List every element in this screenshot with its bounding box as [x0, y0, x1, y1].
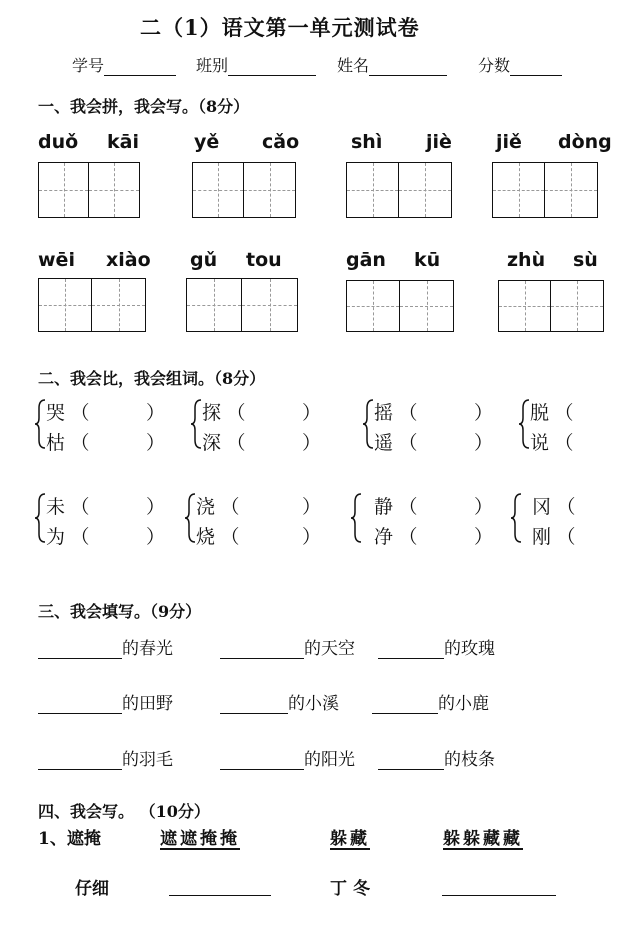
brace-icon	[350, 492, 362, 544]
compare-char: 浇	[196, 495, 216, 518]
fill-item[interactable]: 的阳光	[220, 745, 355, 770]
compare-char: 为	[46, 525, 66, 548]
compare-char: 刚	[532, 525, 552, 548]
answer-blank[interactable]	[442, 880, 556, 896]
example-word: 1、遮掩	[38, 829, 101, 849]
student-id-field[interactable]	[72, 53, 176, 76]
compare-char: 说	[530, 431, 550, 454]
pinyin-label: cǎo	[262, 131, 300, 153]
brace-icon	[518, 398, 530, 450]
fill-item[interactable]: 的春光	[38, 634, 173, 659]
writing-grid[interactable]	[498, 280, 604, 332]
score-field[interactable]	[478, 53, 562, 76]
word-prompt: 仔细	[75, 879, 109, 899]
writing-grid[interactable]	[192, 162, 296, 218]
fill-item[interactable]: 的羽毛	[38, 745, 173, 770]
char-compare-group	[510, 492, 640, 548]
char-compare-group	[518, 398, 640, 454]
compare-row[interactable]: 探 （ ）	[202, 398, 318, 424]
fill-item[interactable]: 的田野	[38, 689, 173, 714]
section2-heading: 二、我会比，我会组词。（8分）	[38, 369, 266, 388]
example-word2: 躲藏	[330, 829, 370, 849]
compare-row[interactable]: 刚 （	[532, 522, 576, 548]
writing-grid[interactable]	[38, 278, 146, 332]
class-field[interactable]	[196, 53, 316, 76]
char-compare-group	[350, 492, 500, 548]
pinyin-label: kū	[414, 249, 441, 271]
compare-row[interactable]: 枯 （ ）	[46, 428, 162, 454]
compare-char: 摇	[374, 401, 394, 424]
compare-char: 静	[374, 495, 394, 518]
student-id-label: 学号	[72, 56, 105, 75]
compare-row[interactable]: 烧 （ ）	[196, 522, 318, 548]
pinyin-label: kāi	[107, 131, 139, 153]
name-blank[interactable]	[369, 58, 447, 76]
compare-char: 未	[46, 495, 66, 518]
fill-item[interactable]: 的玫瑰	[378, 634, 495, 659]
name-field[interactable]	[337, 53, 447, 76]
section4-heading: 四、我会写。 （10分）	[38, 802, 210, 821]
pinyin-label: dòng	[558, 131, 612, 153]
score-blank[interactable]	[510, 58, 562, 76]
pinyin-label: tou	[246, 249, 282, 271]
score-label: 分数	[478, 56, 511, 75]
name-label: 姓名	[337, 56, 370, 75]
compare-char: 枯	[46, 431, 66, 454]
student-id-blank[interactable]	[104, 58, 176, 76]
compare-row[interactable]: 脱 （	[530, 398, 574, 424]
pinyin-label: wēi	[38, 249, 75, 271]
char-compare-group	[34, 398, 174, 454]
compare-row[interactable]: 冈 （	[532, 492, 576, 518]
writing-grid[interactable]	[186, 278, 298, 332]
class-blank[interactable]	[228, 58, 316, 76]
compare-char: 脱	[530, 401, 550, 424]
pinyin-label: xiào	[106, 249, 151, 271]
pinyin-label: jiě	[496, 131, 522, 153]
compare-char: 净	[374, 525, 394, 548]
compare-char: 烧	[196, 525, 216, 548]
compare-row[interactable]: 为 （ ）	[46, 522, 162, 548]
compare-row[interactable]: 静 （ ）	[374, 492, 490, 518]
class-label: 班别	[196, 56, 229, 75]
compare-row[interactable]: 深 （ ）	[202, 428, 318, 454]
writing-grid[interactable]	[346, 280, 454, 332]
brace-icon	[34, 398, 46, 450]
brace-icon	[190, 398, 202, 450]
char-compare-group	[34, 492, 174, 548]
compare-char: 探	[202, 401, 222, 424]
writing-grid[interactable]	[492, 162, 598, 218]
brace-icon	[34, 492, 46, 544]
answer-blank[interactable]	[169, 880, 271, 896]
compare-row[interactable]: 浇 （ ）	[196, 492, 318, 518]
fill-item[interactable]: 的小鹿	[372, 689, 489, 714]
example-answer2: 躲躲藏藏	[443, 829, 523, 849]
compare-row[interactable]: 摇 （ ）	[374, 398, 490, 424]
section1-heading: 一、我会拼，我会写。（8分）	[38, 97, 250, 116]
compare-char: 深	[202, 431, 222, 454]
char-compare-group	[190, 398, 330, 454]
pinyin-label: gān	[346, 249, 386, 271]
compare-row[interactable]: 未 （ ）	[46, 492, 162, 518]
compare-char: 哭	[46, 401, 66, 424]
pinyin-label: jiè	[426, 131, 452, 153]
compare-row[interactable]: 哭 （ ）	[46, 398, 162, 424]
fill-item[interactable]: 的枝条	[378, 745, 495, 770]
writing-grid[interactable]	[346, 162, 452, 218]
compare-char: 遥	[374, 431, 394, 454]
char-compare-group	[362, 398, 502, 454]
compare-char: 冈	[532, 495, 552, 518]
brace-icon	[510, 492, 522, 544]
pinyin-label: duǒ	[38, 131, 79, 153]
compare-row[interactable]: 遥 （ ）	[374, 428, 490, 454]
pinyin-label: zhù	[507, 249, 546, 271]
pinyin-label: shì	[351, 131, 383, 153]
writing-grid[interactable]	[38, 162, 140, 218]
fill-item[interactable]: 的天空	[220, 634, 355, 659]
char-compare-group	[184, 492, 330, 548]
pinyin-label: yě	[194, 131, 220, 153]
compare-row[interactable]: 净 （ ）	[374, 522, 490, 548]
brace-icon	[184, 492, 196, 544]
fill-item[interactable]: 的小溪	[220, 689, 339, 714]
page-title: 二（1）语文第一单元测试卷	[140, 15, 420, 40]
word-prompt: 丁冬	[330, 879, 376, 899]
pinyin-label: gǔ	[190, 249, 218, 271]
brace-icon	[362, 398, 374, 450]
example-answer: 遮遮掩掩	[160, 829, 240, 849]
section3-heading: 三、我会填写。（9分）	[38, 602, 202, 621]
compare-row[interactable]: 说 （	[530, 428, 574, 454]
pinyin-label: sù	[573, 249, 598, 271]
